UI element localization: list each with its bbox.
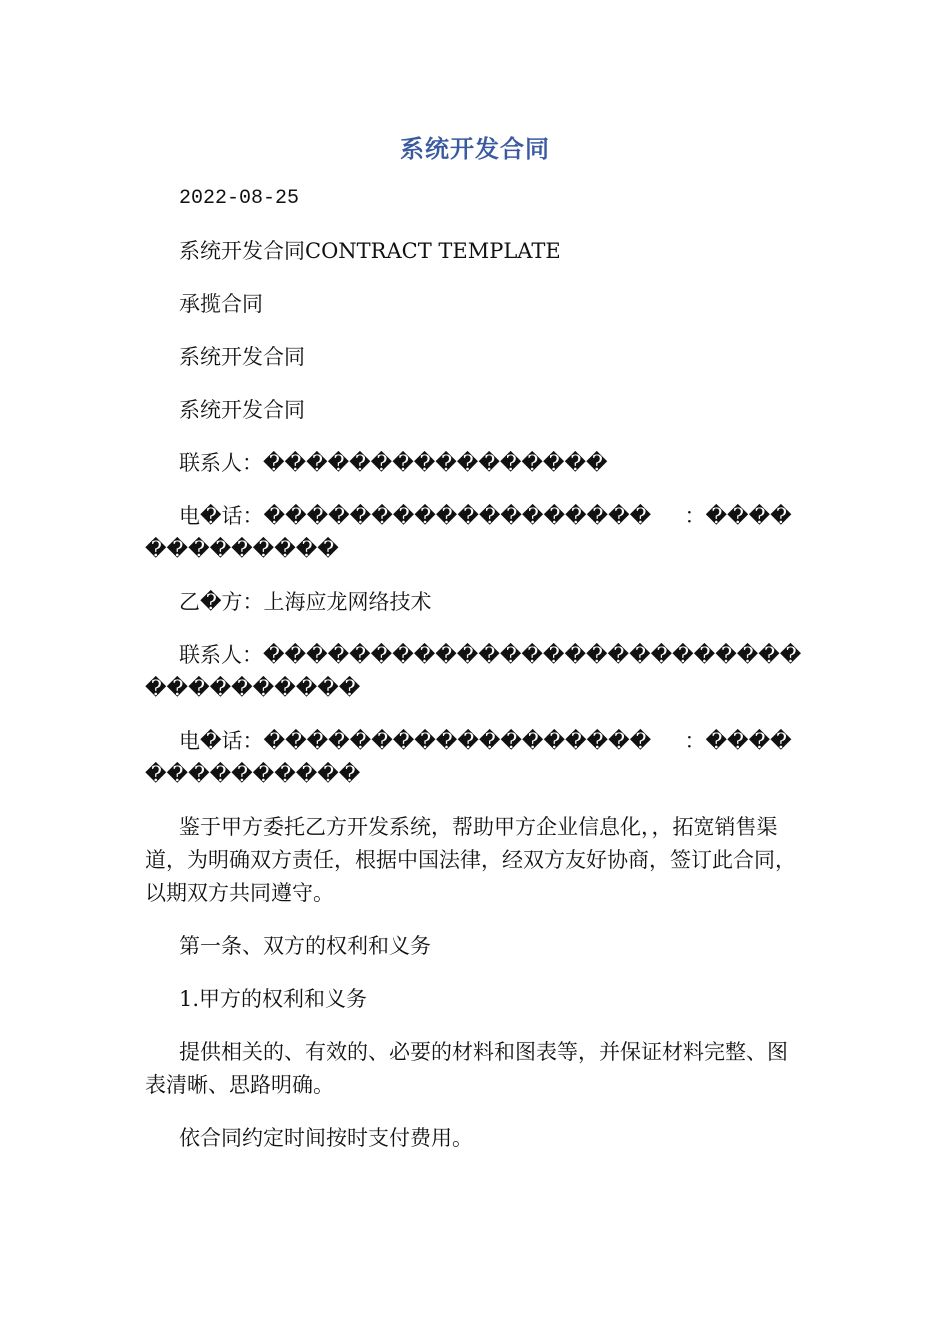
preamble-paragraph: 鉴于甲方委托乙方开发系统，帮助甲方企业信息化，，拓宽销售渠道，为明确双方责任，根据中国法律，经双方友好协商，签订此合同，以期双方共同遵守。 [145,815,796,905]
contract-template-line: 系统开发合同CONTRACT TEMPLATE [179,239,561,263]
date-line: 2022-08-25 [179,187,300,210]
party-a-duty-payment: 依合同约定时间按时支付费用。 [179,1126,473,1150]
party-b-name: 乙�方：上海应龙网络技术 [179,590,432,614]
party-a-duty-materials: 提供相关的、有效的、必要的材料和图表等，并保证材料完整、图表清晰、思路明确。 [145,1040,788,1097]
contract-name-line: 系统开发合同 [179,345,305,369]
party-a-rights-heading: 1.甲方的权利和义务 [179,987,368,1011]
party-b-phone: 电�话：������������������ ：�������������� [145,729,792,786]
document-body [145,182,807,1175]
party-a-phone: 电�话：������������������ ：������������� [145,504,792,561]
party-b-contact: 联系人：����������������������������������� [145,643,802,700]
contract-name-line-repeat: 系统开发合同 [179,398,305,422]
article-one-heading: 第一条、双方的权利和义务 [179,934,431,958]
party-a-contact: 联系人：���������������� [179,451,608,475]
document-title: 系统开发合同 [400,135,550,163]
contract-type-line: 承揽合同 [179,292,263,316]
